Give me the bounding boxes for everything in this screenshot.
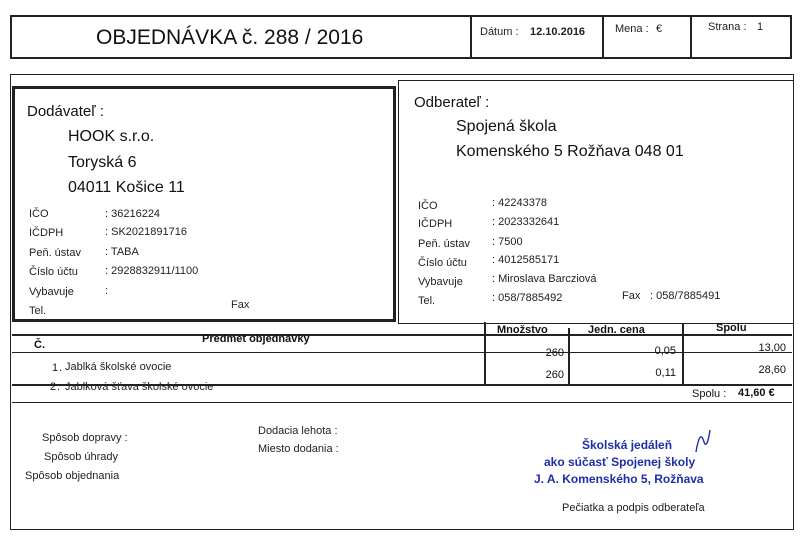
col-header-qty: Množstvo	[497, 324, 548, 336]
row1-name: Jablká školské ovocie	[65, 361, 172, 373]
supplier-handler-label: Vybavuje	[29, 286, 74, 298]
row2-unit-price: 0,11	[655, 367, 676, 379]
col-header-subject: Predmet objednávky	[202, 333, 310, 345]
customer-heading: Odberateľ :	[414, 94, 490, 111]
delivery-deadline-label: Dodacia lehota :	[258, 425, 338, 437]
supplier-account-value: : 2928832911/1100	[105, 265, 199, 277]
stamp-line-3: J. A. Komenského 5, Rožňava	[534, 472, 704, 486]
row2-dot: .	[57, 381, 61, 393]
table-col-divider-2	[568, 328, 570, 385]
header-divider-2	[602, 15, 604, 59]
header-divider-1	[470, 15, 472, 59]
customer-handler-value: : Miroslava Barcziová	[492, 273, 597, 285]
customer-name: Spojená škola	[456, 118, 557, 135]
row2-total: 28,60	[758, 364, 786, 376]
supplier-account-label: Číslo účtu	[29, 266, 78, 278]
supplier-tel-label: Tel.	[29, 305, 47, 317]
supplier-ico-label: IČO	[29, 208, 49, 220]
transport-label: Spôsob dopravy :	[42, 432, 128, 444]
customer-account-value: : 4012585171	[492, 254, 560, 266]
customer-fax-value: : 058/7885491	[650, 290, 721, 302]
sum-underline	[12, 402, 792, 403]
supplier-icdph-value: : SK2021891716	[105, 226, 187, 238]
supplier-street: Toryská 6	[68, 154, 137, 171]
table-col-divider-3	[682, 324, 684, 385]
date-value: 12.10.2016	[530, 26, 586, 38]
supplier-heading: Dodávateľ :	[27, 103, 104, 120]
customer-fax-label: Fax	[622, 290, 641, 302]
stamp-line-1: Školská jedáleň	[582, 438, 673, 452]
col-header-total: Spolu	[716, 322, 747, 334]
row2-name: Jablková šťava školské ovocie	[65, 381, 214, 393]
supplier-city: 04011 Košice 11	[68, 179, 185, 196]
supplier-bank-value: : TABA	[105, 246, 139, 258]
supplier-bank-label: Peň. ústav	[29, 247, 81, 259]
supplier-icdph-label: IČDPH	[29, 227, 64, 239]
row2-qty: 260	[545, 369, 564, 381]
customer-ico-label: IČO	[418, 200, 438, 212]
currency-value: €	[656, 23, 663, 35]
supplier-ico-value: : 36216224	[105, 208, 161, 220]
customer-tel-label: Tel.	[418, 295, 436, 307]
order-method-label: Spôsob objednania	[25, 470, 120, 482]
supplier-fax-label: Fax	[231, 299, 250, 311]
sum-label: Spolu :	[692, 388, 727, 400]
customer-icdph-value: : 2023332641	[492, 216, 560, 228]
customer-bank-label: Peň. ústav	[418, 238, 470, 250]
customer-tel-value: : 058/7885492	[492, 292, 563, 304]
signature-label: Pečiatka a podpis odberateľa	[562, 502, 705, 514]
customer-bank-value: : 7500	[492, 236, 523, 248]
customer-handler-label: Vybavuje	[418, 276, 463, 288]
order-title: OBJEDNÁVKA č. 288 / 2016	[96, 26, 364, 49]
stamp-line-2: ako súčasť Spojenej školy	[544, 455, 696, 469]
header-divider-3	[690, 15, 692, 59]
supplier-name: HOOK s.r.o.	[68, 128, 155, 145]
row1-num: 1	[52, 362, 59, 374]
row1-total: 13,00	[758, 342, 786, 354]
date-label: Dátum :	[480, 26, 519, 38]
row2-num: 2	[50, 381, 57, 393]
sum-value: 41,60 €	[738, 387, 775, 399]
customer-ico-value: : 42243378	[492, 197, 548, 209]
customer-icdph-label: IČDPH	[418, 218, 453, 230]
row1-unit-price: 0,05	[654, 345, 676, 357]
delivery-place-label: Miesto dodania :	[258, 443, 339, 455]
page-label: Strana :	[708, 21, 747, 33]
page-value: 1	[757, 21, 764, 33]
supplier-handler-value: :	[105, 285, 109, 297]
payment-label: Spôsob úhrady	[44, 451, 118, 463]
currency-label: Mena :	[615, 23, 649, 35]
col-header-num: Č.	[34, 339, 45, 351]
table-col-divider-1	[484, 322, 486, 385]
signature-mark	[690, 424, 720, 454]
customer-account-label: Číslo účtu	[418, 257, 467, 269]
customer-address: Komenského 5 Rožňava 048 01	[456, 143, 684, 160]
row1-dot: .	[59, 362, 63, 374]
col-header-unit-price: Jedn. cena	[588, 324, 645, 336]
table-top-line	[12, 334, 792, 336]
row1-qty: 260	[545, 347, 564, 359]
